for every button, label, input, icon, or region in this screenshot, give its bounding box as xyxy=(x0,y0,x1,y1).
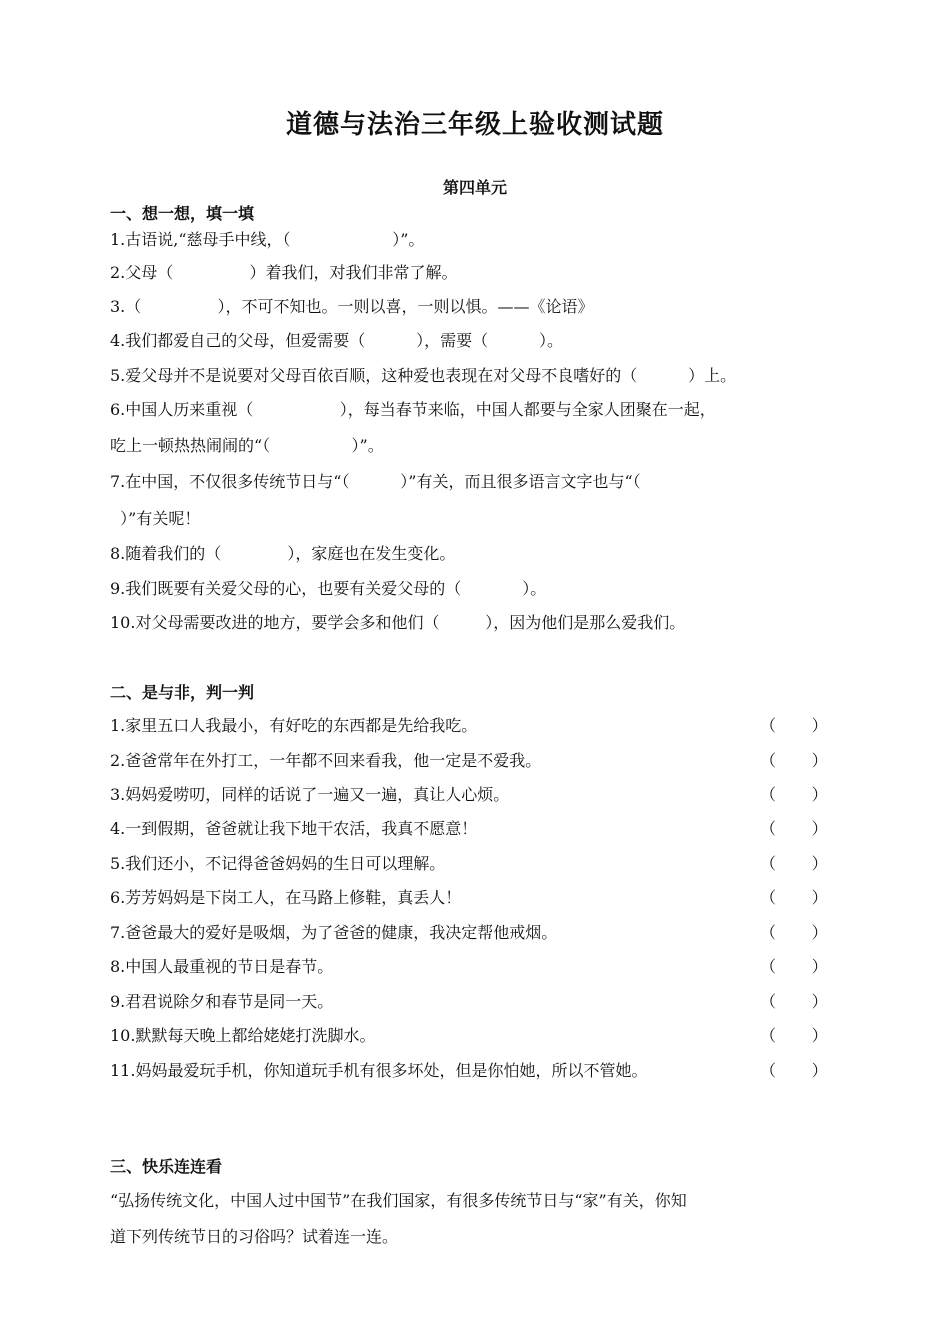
fill-question-10: 10.对父母需要改进的地方，要学会多和他们（ ），因为他们是那么爱我们。 xyxy=(110,613,686,632)
section1-heading: 一、想一想，填一填 xyxy=(110,204,255,223)
answer-paren: （ ） xyxy=(760,751,828,770)
fill-question-9: 9.我们既要有关爱父母的心，也要有关爱父母的（ ）。 xyxy=(110,579,547,598)
fill-question-7-cont: ）”有关呢！ xyxy=(110,509,201,528)
section3-heading: 三、快乐连连看 xyxy=(110,1157,223,1176)
section3-paragraph-line-2: 道下列传统节日的习俗吗？试着连一连。 xyxy=(110,1227,399,1246)
judge-question-9: 9.君君说除夕和春节是同一天。 xyxy=(110,992,334,1011)
fill-question-3: 3.（ ），不可不知也。一则以喜，一则以惧。——《论语》 xyxy=(110,297,594,316)
judge-question-8: 8.中国人最重视的节日是春节。 xyxy=(110,957,334,976)
judge-question-1: 1.家里五口人我最小，有好吃的东西都是先给我吃。 xyxy=(110,716,478,735)
answer-paren: （ ） xyxy=(760,888,828,907)
page-title: 道德与法治三年级上验收测试题 xyxy=(285,110,664,140)
judge-question-10: 10.默默每天晚上都给姥姥打洗脚水。 xyxy=(110,1026,376,1045)
answer-paren: （ ） xyxy=(760,1026,828,1045)
fill-question-4: 4.我们都爱自己的父母，但爱需要（ ），需要（ ）。 xyxy=(110,331,563,350)
unit-subtitle: 第四单元 xyxy=(442,178,507,197)
judge-question-11: 11.妈妈最爱玩手机，你知道玩手机有很多坏处，但是你怕她，所以不管她。 xyxy=(110,1061,648,1080)
judge-question-2: 2.爸爸常年在外打工，一年都不回来看我，他一定是不爱我。 xyxy=(110,751,542,770)
fill-question-2: 2.父母（ ）着我们，对我们非常了解。 xyxy=(110,263,458,282)
judge-question-6: 6.芳芳妈妈是下岗工人，在马路上修鞋，真丢人！ xyxy=(110,888,462,907)
judge-question-7: 7.爸爸最大的爱好是吸烟，为了爸爸的健康，我决定帮他戒烟。 xyxy=(110,923,558,942)
answer-paren: （ ） xyxy=(760,819,828,838)
fill-question-7: 7.在中国，不仅很多传统节日与“（ ）”有关，而且很多语言文字也与“（ xyxy=(110,472,641,491)
fill-question-8: 8.随着我们的（ ），家庭也在发生变化。 xyxy=(110,544,456,563)
fill-question-6: 6.中国人历来重视（ ），每当春节来临，中国人都要与全家人团聚在一起， xyxy=(110,400,716,419)
section3-paragraph-line-1: “弘扬传统文化，中国人过中国节”在我们国家，有很多传统节日与“家”有关，你知 xyxy=(110,1191,687,1210)
answer-paren: （ ） xyxy=(760,1061,828,1080)
fill-question-1: 1.古语说,“慈母手中线，（ ）”。 xyxy=(110,230,425,249)
answer-paren: （ ） xyxy=(760,854,828,873)
answer-paren: （ ） xyxy=(760,957,828,976)
answer-paren: （ ） xyxy=(760,716,828,735)
judge-question-4: 4.一到假期，爸爸就让我下地干农活，我真不愿意！ xyxy=(110,819,478,838)
answer-paren: （ ） xyxy=(760,785,828,804)
answer-paren: （ ） xyxy=(760,923,828,942)
fill-question-5: 5.爱父母并不是说要对父母百依百顺，这种爱也表现在对父母不良嗜好的（ ）上。 xyxy=(110,366,737,385)
judge-question-5: 5.我们还小，不记得爸爸妈妈的生日可以理解。 xyxy=(110,854,446,873)
section2-heading: 二、是与非，判一判 xyxy=(110,683,255,702)
answer-paren: （ ） xyxy=(760,992,828,1011)
judge-question-3: 3.妈妈爱唠叨，同样的话说了一遍又一遍，真让人心烦。 xyxy=(110,785,510,804)
fill-question-6-cont: 吃上一顿热热闹闹的“（ ）”。 xyxy=(110,436,384,455)
